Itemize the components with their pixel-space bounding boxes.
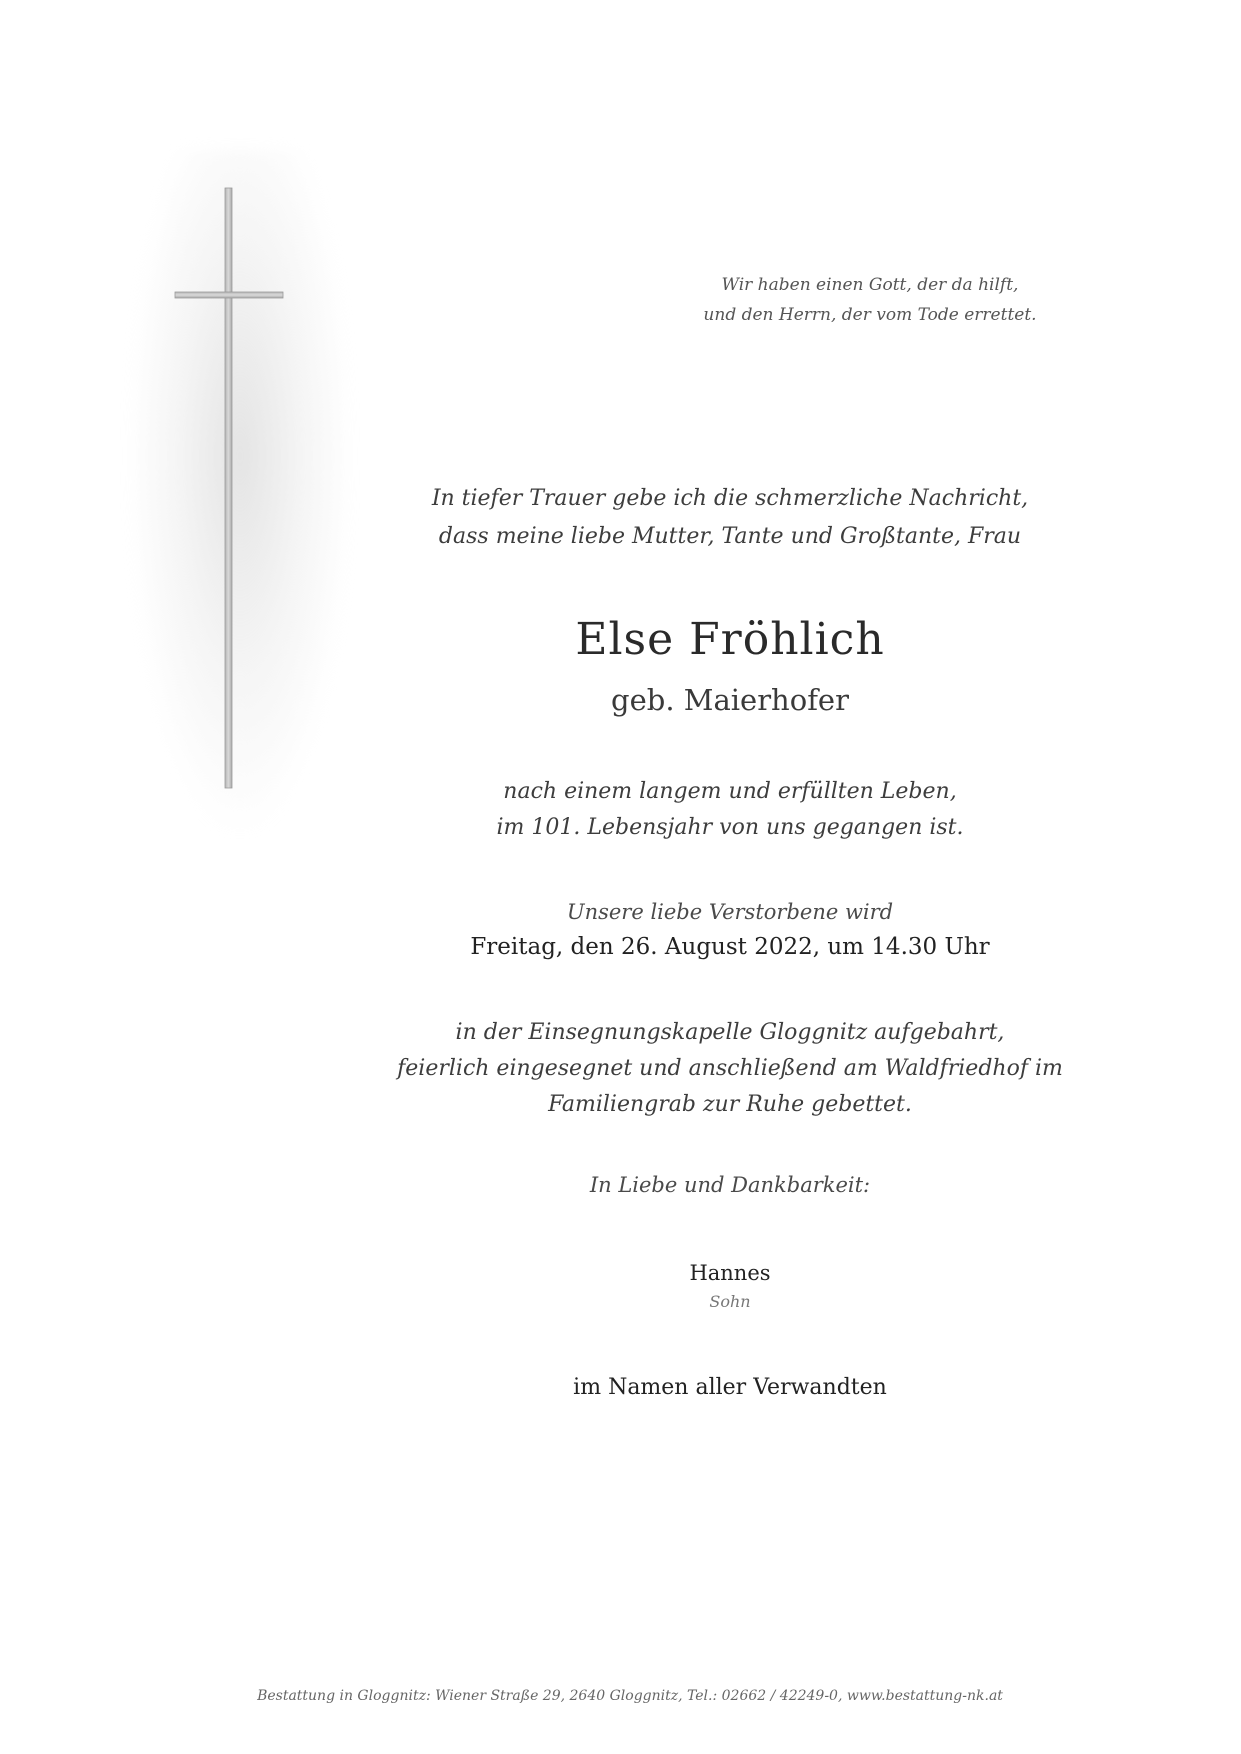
intro-line: dass meine liebe Mutter, Tante und Großtante, Frau	[438, 524, 1022, 549]
funeral-line: feierlich eingesegnet und anschließend am Waldfriedhof im	[397, 1056, 1063, 1081]
funeral-date: Freitag, den 26. August 2022, um 14.30 Uhr	[470, 934, 990, 960]
bible-verse-line: Wir haben einen Gott, der da hilft,	[721, 275, 1019, 295]
life-line: nach einem langem und erfüllten Leben,	[503, 779, 957, 804]
bible-verse	[660, 270, 1080, 330]
deceased-name: Else Fröhlich	[575, 614, 885, 665]
life-line: im 101. Lebensjahr von uns gegangen ist.	[496, 815, 964, 840]
funeral-home-footer: Bestattung in Gloggnitz: Wiener Straße 29, 2640 Gloggnitz, Tel.: 02662 / 42249-0, www.bestattung-nk.at	[257, 1688, 1003, 1704]
funeral-line: in der Einsegnungskapelle Gloggnitz aufgebahrt,	[455, 1020, 1005, 1045]
funeral-lead: Unsere liebe Verstorbene wird	[566, 900, 894, 924]
funeral-line: Familiengrab zur Ruhe gebettet.	[548, 1092, 912, 1117]
signer-name: Hannes	[689, 1261, 771, 1285]
signer-relation: Sohn	[709, 1292, 751, 1311]
announcement-intro	[230, 480, 1230, 556]
bible-verse-line: und den Herrn, der vom Tode errettet.	[703, 305, 1037, 325]
maiden-name: geb. Maierhofer	[611, 683, 849, 717]
relatives-line: im Namen aller Verwandten	[573, 1375, 887, 1400]
life-statement	[230, 774, 1230, 846]
intro-line: In tiefer Trauer gebe ich die schmerzliche Nachricht,	[431, 486, 1029, 511]
thanks-line: In Liebe und Dankbarkeit:	[589, 1173, 871, 1197]
funeral-details	[230, 1015, 1230, 1123]
